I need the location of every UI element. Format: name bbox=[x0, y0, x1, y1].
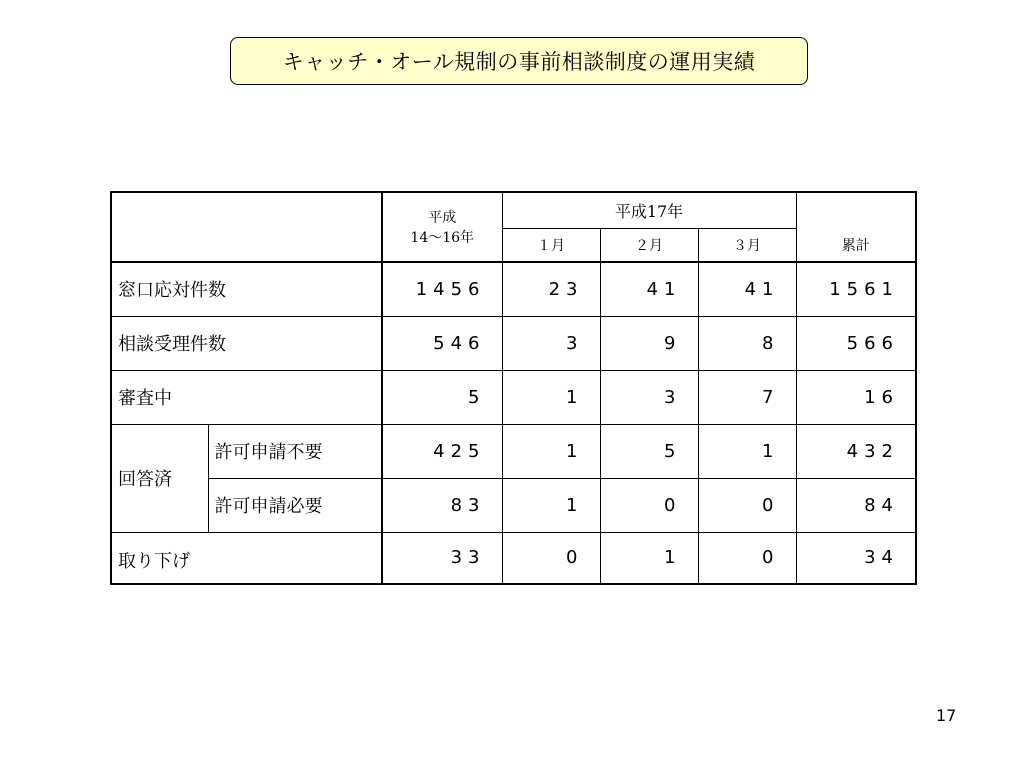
cell-month-2: 41 bbox=[600, 262, 698, 316]
cell-prior: 33 bbox=[382, 532, 502, 584]
header-year-group: 平成17年 bbox=[502, 192, 796, 228]
cell-month-1: 3 bbox=[502, 316, 600, 370]
cell-month-2: 5 bbox=[600, 424, 698, 478]
header-month-2: ２月 bbox=[600, 228, 698, 262]
answered-group-label: 回答済 bbox=[111, 424, 208, 532]
cell-month-3: 0 bbox=[698, 478, 796, 532]
table-row bbox=[111, 262, 916, 316]
row-label: 窓口応対件数 bbox=[111, 262, 382, 316]
cell-month-2: 3 bbox=[600, 370, 698, 424]
cell-month-1: 1 bbox=[502, 424, 600, 478]
cell-month-2: 1 bbox=[600, 532, 698, 584]
results-table bbox=[110, 191, 917, 585]
table-row bbox=[111, 370, 916, 424]
cell-prior: 5 bbox=[382, 370, 502, 424]
cell-month-1: 0 bbox=[502, 532, 600, 584]
cell-prior: 1456 bbox=[382, 262, 502, 316]
cell-month-1: 1 bbox=[502, 370, 600, 424]
table-row bbox=[111, 424, 916, 478]
row-label: 許可申請必要 bbox=[208, 478, 382, 532]
page-number: 17 bbox=[936, 706, 957, 725]
header-prior-period bbox=[382, 192, 502, 262]
cell-total: 566 bbox=[796, 316, 916, 370]
header-month-1: １月 bbox=[502, 228, 600, 262]
row-label: 相談受理件数 bbox=[111, 316, 382, 370]
cell-month-1: 1 bbox=[502, 478, 600, 532]
cell-total: 1561 bbox=[796, 262, 916, 316]
cell-prior: 83 bbox=[382, 478, 502, 532]
slide-title-text: キャッチ・オール規制の事前相談制度の運用実績 bbox=[282, 50, 756, 74]
cell-month-3: 7 bbox=[698, 370, 796, 424]
header-prior-period-line1: 平成 bbox=[428, 210, 457, 226]
cell-month-3: 0 bbox=[698, 532, 796, 584]
cell-month-3: 1 bbox=[698, 424, 796, 478]
cell-total: 34 bbox=[796, 532, 916, 584]
row-label: 審査中 bbox=[111, 370, 382, 424]
cell-month-3: 41 bbox=[698, 262, 796, 316]
cell-prior: 546 bbox=[382, 316, 502, 370]
cell-total: 16 bbox=[796, 370, 916, 424]
cell-total: 84 bbox=[796, 478, 916, 532]
cell-month-1: 23 bbox=[502, 262, 600, 316]
row-label: 許可申請不要 bbox=[208, 424, 382, 478]
row-label: 取り下げ bbox=[111, 532, 382, 584]
table-row bbox=[111, 532, 916, 584]
header-row-1 bbox=[111, 192, 916, 228]
header-prior-period-line2: 14～16年 bbox=[410, 230, 475, 246]
cell-prior: 425 bbox=[382, 424, 502, 478]
header-total: 累計 bbox=[796, 192, 916, 262]
cell-month-3: 8 bbox=[698, 316, 796, 370]
slide-title bbox=[230, 37, 808, 85]
cell-total: 432 bbox=[796, 424, 916, 478]
cell-month-2: 9 bbox=[600, 316, 698, 370]
table-row bbox=[111, 316, 916, 370]
table-row bbox=[111, 478, 916, 532]
header-blank-cell bbox=[111, 192, 382, 262]
header-month-3: ３月 bbox=[698, 228, 796, 262]
cell-month-2: 0 bbox=[600, 478, 698, 532]
